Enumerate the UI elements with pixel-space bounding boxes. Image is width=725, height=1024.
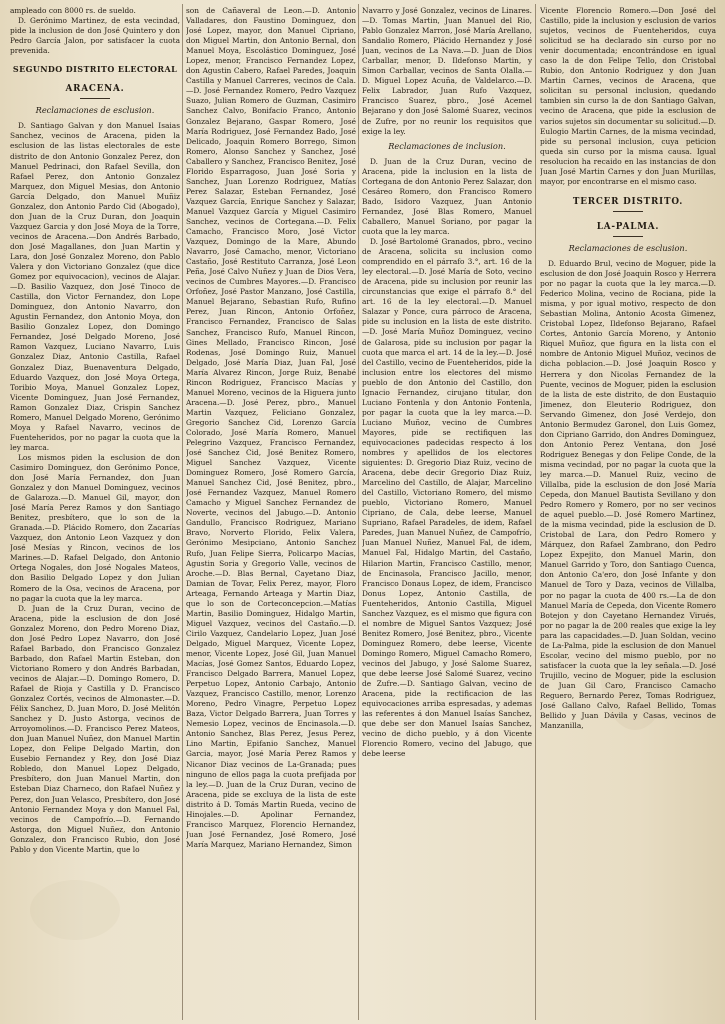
subsection-heading: Reclamaciones de inclusion. [388, 140, 506, 151]
paragraph: son de Cañaveral de Leon.—D. Antonio Valladares, don Faustino Dominguez, don José Lopez, mayor, don Manuel Cipriano, don Miguel Martin, don Antonio Bernal, don Manuel Moya, Escolástico Dominguez, José Lopez, menor, Francisco Fernandez Lopez, don Agustin Cabero, Rafael Paredes, Joaquin Castilla y Manuel Carreres, vecinos de Cala.—D. José Fernandez Romero, Pedro Vazquez Suazo, Julian Romero de Guzman, Casimiro Sanchez Calvo, Bonifacio Franco, Antonio Gonzalez Bejarano, Gaspar Romero, José María Rodriguez, José Fernandez Bado, José Delicado, Joaquin Romero Borrego, Simon Romero, Alonso Sanchez y Sanchez, José Caballero y Sanchez, Francisco Benitez, José Florido Esparragoso, Juan José Soria y Sanchez, Juan Lorenzo Rodriguez, Matías Perez Salazar, Esteban Fernandez, José Vazquez García, Enrique Sanchez y Salazar, Manuel Vazquez García y Miguel Casimiro Sanchez, vecinos de Cortegana.—D. Felix Camacho, Francisco Moro, José Victor Vazquez, Domingo de la Mare, Abundo Navarro, José Camacho, menor, Victoriano Castaño, José Restituto Carranza, José Leon Peña, José Calvo Nuñez y Juan de Dios Vera, vecinos de Cumbres Mayores.—D. Francisco Orfoñez, José Pastor Manzano, José Castilla, Manuel Bejarano, Sebastian Rufo, Rufino Perez, Juan Rincon, Antonio Orfoñez, Francisco Fernandez, Francisco de Salas Sanchez, Francisco Rufo, Manuel Rincon, Gines Mellado, Francisco Rincon, José Rodenas, José Domingo Ruiz, Manuel Delgado, José María Diaz, Juan Fal, José María Alvarez Rincon, Jorge Ruiz, Benabé Rincon Rodriguez, Francisco Macías y Manuel Moreno, vecinos de la Higuera junto Aracena.—D. José Perez, pbro., Manuel Martin Vazquez, Feliciano Gonzalez, Gregorio Sanchez Cid, Lorenzo García Colorado, José María Romero, Manuel Pelegrino Vazquez, Francisco Fernandez, José Sanchez Cid, José Benitez Romero, Miguel Sanchez Vazquez, Vicente Dominguez Romero, José Romero García, Manuel Sanchez Cid, José Benitez, pbro., José Fernandez Vazquez, Manuel Romero Camacho y Miguel Sanchez Fernandez de Noverte, vecinos del Jabugo.—D. Antonio Gandullo, Francisco Rodriguez, Mariano Bravo, Norverto Florido, Felix Valera, Gerónimo Mesipciano, Antonio Sanchez Rufo, Juan Felipe Sierra, Policarpo Macías, Agustin Soria y Gregorio Valle, vecinos de Aroche.—D. Blas Bernal, Cayetano Diaz, Damian de Tovar, Felix Perez, mayor, Floro Arteaga, Fernando Arteaga y Martin Diaz, que lo son de Corteconcepcion.—Matías Martin, Basilio Dominguez, Hidalgo Martin, Miguel Vazquez, vecinos del Castaño.—D. Cirilo Vazquez, Candelario Lopez, Juan José Delgado, Miguel Marquez, Vicente Lopez, menor, Vicente Lopez, José Gil, Juan Manuel Macías, José Gomez Santos, Eduardo Lopez, Francisco Delgado Barrera, Manuel Lopez, Perpetuo Lopez, Antonio Carbajo, Antonio Vazquez, Francisco Castillo, menor, Lorenzo Moreno, Pedro Vinagre, Perpetuo Lopez Baza, Victor Delgado Barrera, Juan Torres y Nemesio Lopez, vecinos de Encinasola.—D. Antonio Sanchez, Blas Perez, Jesus Perez, Lino Martin, Epifanio Sanchez, Manuel Garcia, mayor, José María Perez Ramos y Nicanor Diaz vecinos de La-Granada; pues ninguno de ellos paga la cuota prefijada por la ley.—D. Juan de la Cruz Duran, vecino de Aracena, pide se excluya de la lista de este distrito á D. Tomás Martin Rueda, vecino de Hinojales.—D. Apolinar Fernandez, Francisco Marquez, Florencio Hernandez, Juan José Fernandez, José Romero, José María Marquez, Mariano Hernandez, Simon [186, 6, 356, 849]
subsection-heading: Reclamaciones de esclusion. [35, 105, 155, 116]
paragraph: D. Santiago Galvan y don Manuel Isaias Sanchez, vecinos de Aracena, piden la esclusion de las listas electorales de este distrito de don Antonio Gonzalez Perez, don Manuel Pedrinaci, don Rafael Sevilla, don Rafael Perez, don Antonio Gonzalez Marquez, don Miguel Mesias, don Antonio García Delgado, don Manuel Muñiz Gonzalez, don Antonio Pardo Cid (Abogado), don Juan de la Cruz Duran, don Joaquin Vazquez Garcia y don José Moya de la Torre, vecinos de Aracena.—Don Andrés Barbado, don José Magallanes, don Juan Martin y Lara, don José Gonzalez Moreno, don Pablo Valera y don Victoriano Gonzalez (que dice Gomez por equivocacion), vecinos de Alajar.—D. Basilio Vazquez, don José Tinoco de Castilla, don Victor Fernandez, don Lope Dominguez, don Antonio Navarro, don Agustin Fernandez, don Antonio Moya, don Basilio Gonzalez Lopez, don Domingo Fernandez, José Delgado Moreno, José Ramon Vazquez, Luciano Navarro, Luis Gonzalez Diaz, Antonio Castilla, Rafael Gonzalez Diaz, Buenaventura Delgado, Eduardo Vazquez, don José Moya Ortega, Toribio Moya, Manuel Gonzalez Lopez, Vicente Dominguez, Juan José Fernandez, Ramon Gonzalez Diaz, Crispin Sanchez Romero, Manuel Delgado Moreno, Gerónimo Moya y Rafael Navarro, vecinos de Fuenteheridos, por no pagar la cuota que la ley marca. [10, 121, 180, 452]
column-divider [535, 4, 536, 1020]
text-column-4 [540, 6, 716, 1020]
paragraph: D. Gerónimo Martinez, de esta vecindad, pide la inclusion de don José Quintero y don Pedro García Jalon, por satisfacer la cuota prevenida. [10, 16, 180, 56]
column-divider [358, 4, 359, 1020]
paragraph: D. Eduardo Brul, vecino de Moguer, pide la esclusion de don José Joaquin Rosco y Herrera por no pagar la cuota que la ley marca.—D. Federico Molina, vecino de Rociana, pide la misma, y por igual motivo, respecto de don Sebastian Molina, Antonio Acosta Gimenez, Cristobal Lopez, Ildefonso Bejarano, Rafael Cortes, Antonio García Moreno, y Antonio Riquel Muñoz, que figura en la lista con el nombre de Antonio Miguel Muñoz, vecinos de dicha poblacion.—D. José Joaquin Rosco y Herrera y don Nicolas Fernandez de la Puente, vecinos de Moguer, piden la esclusion de la lista de este distrito, de don Eustaquio Jimenez, don Eleuterio Rodriguez, don Servando Gimenez, don José Verdejo, don Antonio Bermudez Garonel, don Luis Gomez, don Cipriano Garrido, don Andres Dominguez, don Antonio Perez Ventana, don José Rodriguez Benegas y don Felipe Conde, de la misma vecindad, por no pagar la cuota que la ley marca.—D. Manuel Ruiz, vecino de Villalba, pide la esclusion de don José María Cepeda, don Manuel Bautista Sevillano y don Pedro Romero y Romero, por no ser vecinos de aquel pueblo.—D. José Romero Martinez, de la misma vecindad, pide la esclusion de D. Cristobal de Lara, don Pedro Romero y Márquez, don Rafael Zambrano, don Pedro Lopez Expejito, don Manuel Marin, don Manuel Garrido y Toro, don Santiago Cuenca, don Antonio Ca'ero, don José Infante y don Manuel de Toro y Daza, vecinos de Villalba, por no pagar la cuota de 400 rs.—La de don Manuel María de Cepeda, don Vicente Romero Botejon y don Cayetano Hernandez Virués, por no pagar la de 200 reales que exige la ley para las capacidades.—D. Juan Soldan, vecino de La-Palma, pide la esclusion de don Manuel Escolar, vecino del mismo pueblo, por no satisfacer la cuota que la ley señala.—D. José Trujillo, vecino de Moguer, pide la esclusion de Juan Gil Caro, Francisco Camacho Reguero, Bernardo Perez, Tomas Rodriguez, José Gallano Calvo, Rafael Bellido, Tomas Bellido y Juan Dávila y Casas, vecinos de Manzanilla, [540, 258, 716, 731]
paragraph: ampleado con 8000 rs. de sueldo. [10, 6, 136, 15]
district-heading: SEGUNDO DISTRITO ELECTORAL [12, 64, 178, 75]
section-heading: TERCER DISTRITO. [572, 196, 684, 207]
text-column-3 [362, 6, 532, 1020]
text-column-2 [186, 6, 356, 1020]
paragraph: Navarro y José Gonzalez, vecinos de Linares.—D. Tomas Martin, Juan Manuel del Rio, Pablo Gonzalez Marron, José María Arellano, Sandalio Romero, Plácido Hernandez y José Juan, vecinos de La Nava.—D. Juan de Dios Carballar, menor, D. Ildefonso Martin, y Simon Carballar, vecinos de Santa Olalla.—D. Miguel Lopez Acuña, de Valdelarco.—D. Felix Labrador, Juan Rufo Vazquez, Francisco Suarez, pbro., José Acemel Bejarano y don José Salomé Suarez, vecinos de Zufre, por no reunir los requisitos que exige la ley. [362, 6, 532, 136]
heading-underline [80, 98, 110, 99]
column-divider [182, 4, 183, 1020]
subsection-heading: Reclamaciones de esclusion. [568, 242, 688, 253]
paragraph: D. Juan de la Cruz Duran, vecino de Aracena, pide la esclusion de don José Gonzalez Moreno, don Pedro Moreno Diaz, don José Pedro Lopez Navarro, don José Rafael Barbado, don Francisco Gonzalez Barbado, don Rafael Martin Esteban, don Victoriano Romero y don Andrés Barbadan, vecinos de Alajar.—D. Domingo Romero, D. Rafael de Rioja y Castilla y D. Francisco Gonzalez Cortés, vecinos de Almonaster.—D. Félix Sanchez, D. Juan Moro, D. José Melitón Sanchez y D. Justo Astorga, vecinos de Arroyomolinos.—D. Francisco Perez Mateos, don Juan Manuel Nuñez, don Manuel Martin Lopez, don Felipe Delgado Martin, don Eusebio Fernandez y Rey, don José Diaz Robledo, don Manuel Lopez Delgado, Presbítero, don Juan Manuel Martin, don Esteban Diaz Charneco, don Rafael Nuñez y Perez, don Juan Velasco, Presbítero, don José Antonio Fernandez Moya y don Manuel Fal, vecinos de Campofrío.—D. Fernando Astorga, don Miguel Nuñez, don Antonio Gonzalez, don Francisco Rubio, don José Pablo y don Vicente Martin, que lo [10, 603, 180, 854]
section-heading: ARACENA. [65, 84, 125, 95]
heading-underline [613, 211, 643, 212]
text-column-1 [10, 6, 180, 1020]
paragraph: D. José Bartolomé Granados, pbro., vecino de Aracena, solicita su inclusion como comprendido en el párrafo 3.°, art. 16 de la ley electoral.—D. José María de Soto, vecino de Aracena, pide su inclusion por reunir las circunstancias que exige el párrafo 8.° del art. 16 de la ley electoral.—D. Manuel Salazar y Ponce, cura párroco de Aracena, pide su inclusion en la lista de este distrito.—D. José María Muñoz Dominguez, vecino de Galarosa, pide su inclusion por pagar la cuota que marca el art. 14 de la ley.—D. José del Castillo, vecino de Fuenteheridos, pide la inclusion entre los electores del mismo pueblo de don Antonio del Castillo, don Ignacio Fernandez, cirujano titular, don Luciano Fontenla y don Antonio Fontenla, por pagar la cuota que la ley marca.—D. Luciano Muñoz, vecino de Cumbres Mayores, pide se rectifiquen las equivocaciones padecidas respecto á los nombres y apellidos de los electores siguientes: D. Gregorio Diaz Ruiz, vecino de Aracena, debe decir Gregorio Diaz Ruiz, Marcelino del Castillo, de Alajar, Marcelino del Castillo, Victoriano Romero, del mismo pueblo, Victoriano Romero, Manuel Cipriano, de Cala, debe leerse, Manuel Supriano, Rafael Paradeles, de idem, Rafael Paredes, Juan Manuel Nuñez, de Campofrío, Juan Manuel Nuñez, Manuel Fal, de idem, Manuel Fal, Hidalgo Martin, del Castaño, Hilarion Martin, Francisco Castillo, menor, de Encinasola, Francisco Jacillo, menor, Francisco Donaus Lopez, de idem, Francisco Donus Lopez, Antonio Castilla, de Fuenteheridos, Antonio Castilla, Miguel Sanchez Vazquez, es el mismo que figura con el nombre de Miguel Santos Vazquez; José Benitez Romero, José Benitez, pbro., Vicente Dominguez Romero, debe leerse, Vicente Domingo Romero, Miguel Camacho Romero, vecinos del Jabugo, y José Salome Suarez, que debe leerse José Salomé Suarez, vecino de Zufre.—D. Santiago Galvan, vecino de Aracena, pide la rectificacion de las equivocaciones arriba espresadas, y ademas las referentes á don Manuel Isaías Sanchez, que debe ser don Manuel Isaías Sanchez, vecino de dicho pueblo, y á don Vicente Florencio Romero, vecino del Jabugo, que debe leerse [362, 237, 532, 759]
paragraph: Vicente Florencio Romero.—Don José del Castillo, pide la inclusion y esclusion de varios sujetos, vecinos de Fuenteheridos, cuya solicitud se ha declarado sin curso por no venir documentada; encontrándose en igual caso la de don Felipe Tello, don Cristobal Rubio, don Antonio Rodriguez y don Juan Martin Carnes, vecinos de Aracena, que solicitan su personal inclusion, quedando tambien sin curso la de don Santiago Galvan, vecino de Aracena, que pide la esclusion de varios sujetos sin documentar su solicitud.—D. Eulogio Martin Carnes, de la misma vecindad, pide su personal inclusion, cuya peticion queda sin curso por la misma causa. Igual resolucion ha recaido en las instancias de don Juan José Martin Carnes y don Juan Murillas, mayor, por encontrarse en el mismo caso. [540, 6, 716, 186]
paragraph: D. Juan de la Cruz Duran, vecino de Aracena, pide la inclusion en la lista de Cortegana de don Antonio Perez Salazar, don Cesáreo Romero, don Francisco Romero Bado, Isidoro Vazquez, Juan Antonio Fernandez, José Blas Romero, Manuel Caballero, Manuel Soriano, por pagar la cuota que la ley marca. [362, 156, 532, 236]
heading-underline [613, 236, 643, 237]
paragraph: Los mismos piden la esclusion de don Casimiro Dominguez, don Gerónimo Ponce, don José María Fernandez, don Juan Gonzalez y don Manuel Dominguez, vecinos de Galaroza.—D. Manuel Gil, mayor, don José María Perez Ramos y don Santiago Benitez, presbítero, que lo son de la Granada.—D. Plácido Romero, don Zacarías Vazquez, don Antonio Leon Vazquez y don José Mesías y Rincon, vecinos de los Marines.—D. Rafael Delgado, don Antonio Ortega Nogales, don José Nogales Mateos, don Basilio Delgado Lopez y don Julian Romero de la Osa, vecinos de Aracena, por no pagar la cuota que la ley marca. [10, 452, 180, 603]
section-heading: LA-PALMA. [596, 221, 660, 232]
